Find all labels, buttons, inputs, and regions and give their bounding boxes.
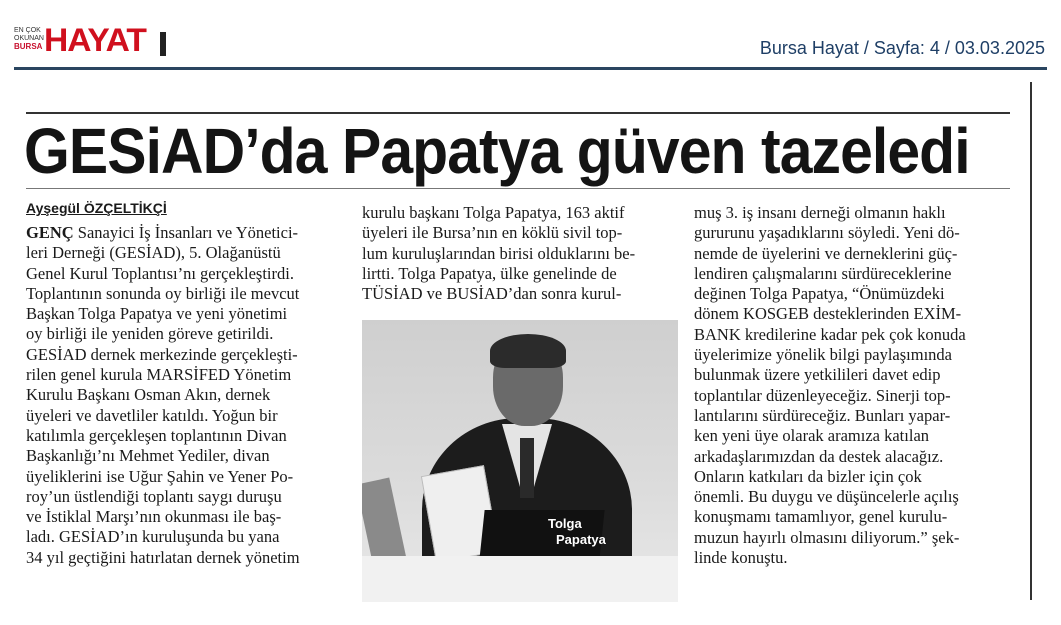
text-line: ken yeni üye olarak aramıza katılan: [694, 426, 930, 446]
text-line: konuşmamı tamamlıyor, genel kurulu-: [694, 507, 948, 527]
text-line: muzun hayırlı olmasını diliyorum.” şek-: [694, 527, 960, 547]
publication-meta: Bursa Hayat / Sayfa: 4 / 03.03.2025: [759, 38, 1045, 58]
text-line: üyelerimize yönelik bilgi paylaşımında: [694, 345, 952, 365]
text-line: linde konuştu.: [694, 548, 788, 568]
text-line: Başkan Tolga Papatya ve yeni yönetimi: [26, 304, 288, 324]
text-line: değinen Tolga Papatya, “Önümüzdeki: [694, 284, 945, 304]
text-line: 34 yıl geçtiğini hatırlatan dernek yönetim: [26, 547, 300, 567]
text-line: üyeliklerini ise Uğur Şahin ve Yener Po-: [26, 466, 294, 486]
text-line: BANK kredilerine kadar pek çok konuda: [694, 324, 966, 344]
header-rule: [14, 67, 1047, 70]
text-line: önemli. Bu duygu ve düşüncelerle açılış: [694, 487, 959, 507]
text-line: toplantılar düzenleyeceğiz. Sinerji top-: [694, 385, 951, 405]
author-byline: Ayşegül ÖZÇELTİKÇİ: [26, 200, 167, 216]
text-line: lendiren çalışmalarını sürdüreceklerine: [694, 263, 952, 283]
text-line: gururunu yaşadıklarını söyledi. Yeni dö-: [694, 223, 960, 243]
text-line: ladı. GESİAD’ın kuruluşunda bu yana: [26, 527, 280, 547]
text-line: leri Derneği (GESİAD), 5. Olağanüstü: [26, 243, 281, 263]
text-line: bulunmak üzere yetkilileri davet edip: [694, 365, 941, 385]
logo-bar: [160, 32, 166, 56]
text-line: dönem KOSGEB desteklerinden EXİM-: [694, 304, 962, 324]
page-right-border: [1030, 82, 1032, 600]
text-line: Toplantının sonunda oy birliği ile mevcut: [26, 283, 300, 303]
text-line: arkadaşlarımızdan da destek alacağız.: [694, 446, 944, 466]
text-line: ve İstiklal Marşı’nın okunması ile baş-: [26, 507, 282, 527]
article-column-3: [694, 203, 1016, 568]
text-line: roy’un üstlendiği toplantı saygı duruşu: [26, 486, 282, 506]
text-line: Genel Kurul Toplantısı’nı gerçekleştirdi.: [26, 263, 294, 283]
text-line: GESİAD dernek merkezinde gerçekleşti-: [26, 344, 298, 364]
headline-top-rule: [26, 112, 1010, 114]
newspaper-logo: [14, 24, 160, 60]
headline-bottom-rule: [26, 188, 1010, 189]
article-column-1: [26, 223, 348, 568]
text-line: rilen genel kurula MARSİFED Yönetim: [26, 365, 292, 385]
text-line: GENÇ Sanayici İş İnsanları ve Yönetici-: [26, 223, 299, 242]
text-line: lirtti. Tolga Papatya, ülke genelinde de: [362, 263, 617, 283]
text-line: üyeleri ile Bursa’nın en köklü sivil top-: [362, 223, 623, 243]
text-line: Onların katkıları da bizler için çok: [694, 466, 922, 486]
photo-caption: Tolga Papatya: [548, 516, 606, 547]
text-line: muş 3. iş insanı derneği olmanın haklı: [694, 203, 946, 222]
lead-word: GENÇ: [26, 223, 74, 242]
text-line: üyeleri ve davetliler katıldı. Yoğun bir: [26, 405, 278, 425]
article-headline: GESiAD’da Papatya güven tazeledi: [24, 115, 970, 187]
text-line: nemde de üyelerini ve derneklerini güç-: [694, 243, 958, 263]
text-line: TÜSİAD ve BUSİAD’dan sonra kurul-: [362, 284, 622, 304]
logo-tagline: EN ÇOK OKUNAN BURSA: [14, 27, 44, 51]
article-photo: [362, 320, 678, 602]
text-line: lantılarını sürdüreceğiz. Bunları yapar-: [694, 405, 951, 425]
article-column-2: [362, 203, 680, 304]
text-line: lum kuruluşlarından birisi olduklarını be-: [362, 243, 636, 263]
text-line: Başkanlığı’nı Mehmet Yediler, divan: [26, 446, 270, 466]
logo-brand: HAYAT: [44, 22, 146, 58]
text-line: oy birliği ile yeniden göreve getirildi.: [26, 324, 274, 344]
podium: [362, 556, 678, 602]
text-line: kurulu başkanı Tolga Papatya, 163 aktif: [362, 203, 625, 222]
text-line: Kurulu Başkanı Osman Akın, dernek: [26, 385, 271, 405]
text-line: katılımla gerçekleşen toplantının Divan: [26, 425, 287, 445]
